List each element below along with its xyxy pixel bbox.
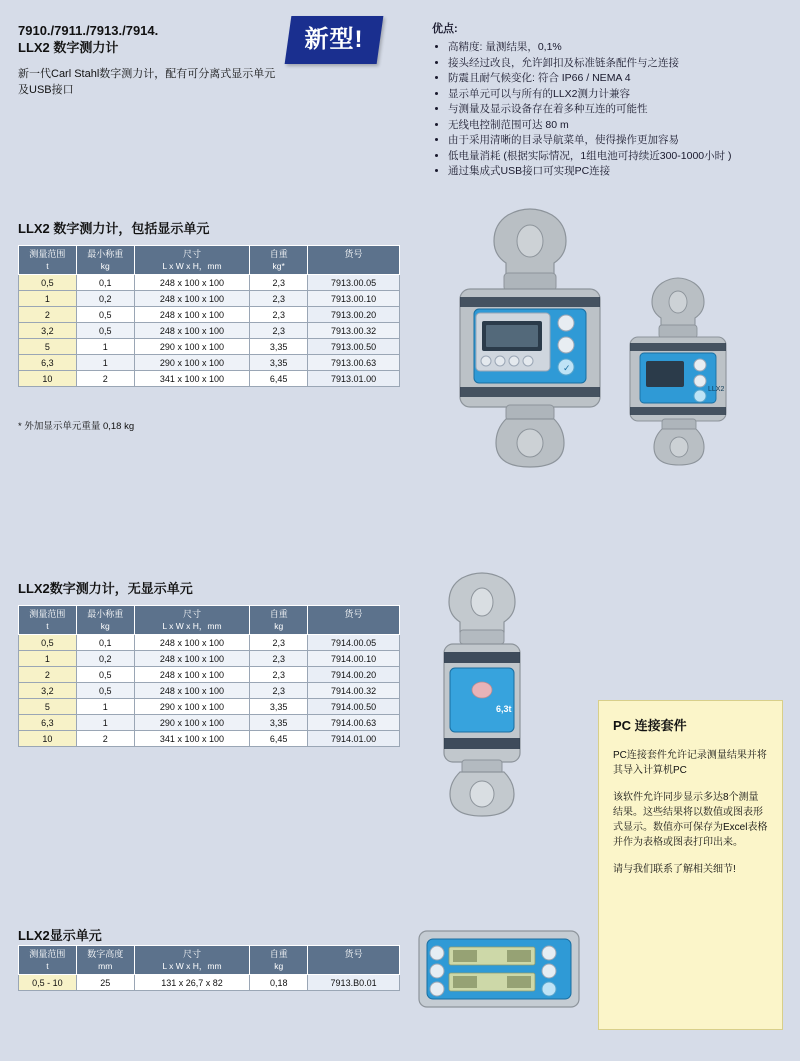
column-header-name: 尺寸: [182, 249, 201, 259]
column-header-unit: kg: [100, 261, 110, 271]
column-header-name: 自重: [269, 249, 288, 259]
cell-weight: 2,3: [250, 651, 308, 667]
cell-min: 0,1: [76, 635, 134, 651]
list-item: • 显示单元可以与所有的LLX2测力计兼容: [448, 87, 782, 103]
cell-weight: 2,3: [250, 635, 308, 651]
table-row: [19, 291, 400, 307]
section-1-footnote: * 外加显示单元重量 0,18 kg: [18, 421, 135, 432]
pc-box-paragraph-1: PC连接套件允许记录测量结果并将其导入计算机PC: [613, 750, 767, 776]
column-header-unit: L x W x H，mm: [162, 621, 222, 631]
column-header-unit: L x W x H，mm: [162, 261, 222, 271]
cell-range: 3,2: [19, 683, 77, 699]
column-header: [76, 946, 134, 975]
column-header: [250, 606, 308, 635]
column-header-name: 自重: [269, 609, 288, 619]
column-header: [134, 246, 250, 275]
power-icon[interactable]: [430, 982, 444, 996]
cell-dim: 248 x 100 x 100: [134, 275, 250, 291]
column-header: [134, 606, 250, 635]
column-header-name: 货号: [344, 949, 363, 959]
section-2-title: LLX2数字测力计，无显示单元: [18, 581, 193, 596]
cell-dim: 290 x 100 x 100: [134, 699, 250, 715]
column-header: [19, 946, 77, 975]
dynamometer-large: [460, 209, 600, 467]
cell-dim: 290 x 100 x 100: [134, 339, 250, 355]
column-header-unit: t: [46, 261, 49, 271]
column-header-unit: kg: [100, 621, 110, 631]
list-item: • 高精度: 量测结果，0,1%: [448, 40, 782, 56]
column-header-unit: t: [46, 961, 49, 971]
table-header-row: [19, 606, 400, 635]
cell-article: 7914.00.50: [308, 699, 400, 715]
list-item: • 防震且耐气候变化: 符合 IP66 / NEMA 4: [448, 71, 782, 87]
cell-weight: 2,3: [250, 307, 308, 323]
cell-article: 7914.00.63: [308, 715, 400, 731]
cell-weight: 3,35: [250, 699, 308, 715]
cell-min: 0,5: [76, 323, 134, 339]
cell-weight: 2,3: [250, 667, 308, 683]
cell-dim: 248 x 100 x 100: [134, 683, 250, 699]
table-row: [19, 699, 400, 715]
advantages-title: 优点:: [432, 23, 458, 35]
cell-weight: 3,35: [250, 355, 308, 371]
display-unit-illustration: [415, 925, 590, 1015]
button-icon[interactable]: [542, 964, 556, 978]
column-header-name: 尺寸: [182, 609, 201, 619]
svg-text:✓: ✓: [563, 363, 571, 373]
cell-dim: 248 x 100 x 100: [134, 307, 250, 323]
cell-reading-label: 6,3t: [496, 704, 512, 714]
advantages-block: [432, 20, 782, 180]
table-row: [19, 715, 400, 731]
column-header-name: 测量范围: [29, 249, 66, 259]
cell-range: 10: [19, 731, 77, 747]
cell-min: 0,5: [76, 307, 134, 323]
table-header-row: [19, 946, 400, 975]
cell-dim: 248 x 100 x 100: [134, 291, 250, 307]
button-icon[interactable]: [430, 964, 444, 978]
cell-range: 0,5: [19, 275, 77, 291]
cell-article: 7913.00.20: [308, 307, 400, 323]
button-icon[interactable]: [430, 946, 444, 960]
column-header: [76, 606, 134, 635]
column-header-unit: kg: [274, 621, 284, 631]
cell-article: 7914.00.32: [308, 683, 400, 699]
confirm-icon[interactable]: [542, 982, 556, 996]
cell-range: 5: [19, 339, 77, 355]
column-header-unit: L x W x H，mm: [162, 961, 222, 971]
cell-dim: 341 x 100 x 100: [134, 371, 250, 387]
cell-weight: 3,35: [250, 339, 308, 355]
column-header: [308, 946, 400, 975]
column-header: [250, 246, 308, 275]
cell-article: 7913.01.00: [308, 371, 400, 387]
column-header: [134, 946, 250, 975]
cell-min: 0,5: [76, 667, 134, 683]
cell-digit-height: 25: [76, 975, 134, 991]
list-item: • 由于采用清晰的目录导航菜单，使得操作更加容易: [448, 133, 782, 149]
column-header-name: 测量范围: [29, 949, 66, 959]
cell-min: 1: [76, 355, 134, 371]
column-header: [76, 246, 134, 275]
column-header-name: 货号: [344, 609, 363, 619]
column-header-name: 数字高度: [87, 949, 124, 959]
column-header-unit: t: [46, 621, 49, 631]
column-header-name: 尺寸: [182, 949, 201, 959]
table-row: [19, 975, 400, 991]
pc-box-paragraph-3: 请与我们联系了解相关细节!: [613, 864, 736, 875]
column-header-name: 最小称重: [87, 249, 124, 259]
table-row: [19, 731, 400, 747]
cell-dim: 131 x 26,7 x 82: [134, 975, 250, 991]
new-product-badge: [285, 16, 384, 64]
column-header-unit: mm: [98, 961, 113, 971]
section-1-title: LLX2 数字测力计，包括显示单元: [18, 221, 210, 236]
pc-connection-kit-box: [598, 700, 783, 1030]
list-item: • 接头经过改良，允许卸扣及标准链条配件与之连接: [448, 56, 782, 72]
cell-dim: 248 x 100 x 100: [134, 651, 250, 667]
cell-range: 0,5 - 10: [19, 975, 77, 991]
section-3-title: LLX2显示单元: [18, 928, 102, 943]
cell-min: 1: [76, 339, 134, 355]
table-row: [19, 275, 400, 291]
list-item: • 与测量及显示设备存在着多种互连的可能性: [448, 102, 782, 118]
cell-weight: 2,3: [250, 291, 308, 307]
table-row: [19, 651, 400, 667]
cell-dim: 290 x 100 x 100: [134, 355, 250, 371]
cell-dim: 248 x 100 x 100: [134, 323, 250, 339]
advantages-list: [432, 40, 782, 180]
column-header: [308, 606, 400, 635]
cell-article: 7913.00.05: [308, 275, 400, 291]
product-image-llx2-with-display: [400, 205, 800, 475]
column-header: [308, 246, 400, 275]
list-item: • 通过集成式USB接口可实现PC连接: [448, 164, 782, 180]
table-row: [19, 339, 400, 355]
cell-min: 0,5: [76, 683, 134, 699]
cell-weight: 6,45: [250, 731, 308, 747]
cell-dim: 341 x 100 x 100: [134, 731, 250, 747]
column-header-name: 自重: [269, 949, 288, 959]
cell-range: 2: [19, 667, 77, 683]
cell-range: 5: [19, 699, 77, 715]
header-left: [18, 22, 278, 98]
cell-weight: 6,45: [250, 371, 308, 387]
dynamometer-large-illustration: [400, 205, 800, 475]
cell-article: 7914.00.05: [308, 635, 400, 651]
table-section-2: [18, 605, 400, 747]
cell-range: 2: [19, 307, 77, 323]
cell-min: 0,2: [76, 291, 134, 307]
pc-box-title: PC 连接套件: [613, 718, 687, 733]
cell-dim: 290 x 100 x 100: [134, 715, 250, 731]
column-header-name: 货号: [344, 249, 363, 259]
product-image-llx2-no-display: [400, 570, 600, 820]
cell-weight: 2,3: [250, 323, 308, 339]
cell-range: 10: [19, 371, 77, 387]
cell-min: 0,2: [76, 651, 134, 667]
list-item: • 无线电控制范围可达 80 m: [448, 118, 782, 134]
button-icon[interactable]: [542, 946, 556, 960]
cell-article: 7913.00.50: [308, 339, 400, 355]
cell-weight: 2,3: [250, 683, 308, 699]
cell-article: 7914.00.20: [308, 667, 400, 683]
cell-min: 2: [76, 731, 134, 747]
cell-range: 6,3: [19, 715, 77, 731]
table-row: [19, 683, 400, 699]
table-row: [19, 667, 400, 683]
cell-min: 2: [76, 371, 134, 387]
table-row: [19, 635, 400, 651]
column-header: [19, 246, 77, 275]
cell-article: 7914.01.00: [308, 731, 400, 747]
cell-min: 0,1: [76, 275, 134, 291]
table-row: [19, 355, 400, 371]
cell-min: 1: [76, 699, 134, 715]
product-code-line2: LLX2 数字测力计: [18, 40, 119, 55]
table-header-row: [19, 246, 400, 275]
cell-range: 3,2: [19, 323, 77, 339]
cell-dim: 248 x 100 x 100: [134, 667, 250, 683]
cell-range: 6,3: [19, 355, 77, 371]
cell-weight: 3,35: [250, 715, 308, 731]
dynamometer-small: [630, 278, 726, 465]
new-product-badge-label: 新型!: [304, 26, 364, 53]
cell-min: 1: [76, 715, 134, 731]
brand-label: LLX2: [708, 386, 725, 393]
table-row: [19, 307, 400, 323]
cell-article: 7914.00.10: [308, 651, 400, 667]
cell-range: 1: [19, 291, 77, 307]
column-header-name: 最小称重: [87, 609, 124, 619]
table-row: [19, 371, 400, 387]
cell-weight: 0,18: [250, 975, 308, 991]
list-item: • 低电量消耗 (根据实际情况，1组电池可持续近300-1000小时 ): [448, 149, 782, 165]
column-header-unit: kg: [274, 961, 284, 971]
column-header: [250, 946, 308, 975]
cell-dim: 248 x 100 x 100: [134, 635, 250, 651]
table-row: [19, 323, 400, 339]
cell-range: 0,5: [19, 635, 77, 651]
column-header: [19, 606, 77, 635]
column-header-name: 测量范围: [29, 609, 66, 619]
cell-range: 1: [19, 651, 77, 667]
cell-article: 7913.00.10: [308, 291, 400, 307]
table-section-1: [18, 245, 400, 387]
cell-article: 7913.B0.01: [308, 975, 400, 991]
column-header-unit: kg*: [272, 261, 285, 271]
dynamometer-nodisplay-illustration: [400, 570, 600, 820]
cell-weight: 2,3: [250, 275, 308, 291]
product-image-display-unit: [415, 925, 590, 1015]
cell-article: 7913.00.63: [308, 355, 400, 371]
table-section-3: [18, 945, 400, 991]
product-code-line1: 7910./7911./7913./7914.: [18, 23, 159, 38]
product-subtitle: 新一代Carl Stahl数字测力计，配有可分离式显示单元及USB接口: [18, 68, 276, 96]
pc-box-paragraph-2: 该软件允许同步显示多达8个测量结果。这些结果将以数值或图表形式显示。数值亦可保存为Excel表格并作为表格或图表打印出来。: [613, 792, 768, 848]
cell-article: 7913.00.32: [308, 323, 400, 339]
